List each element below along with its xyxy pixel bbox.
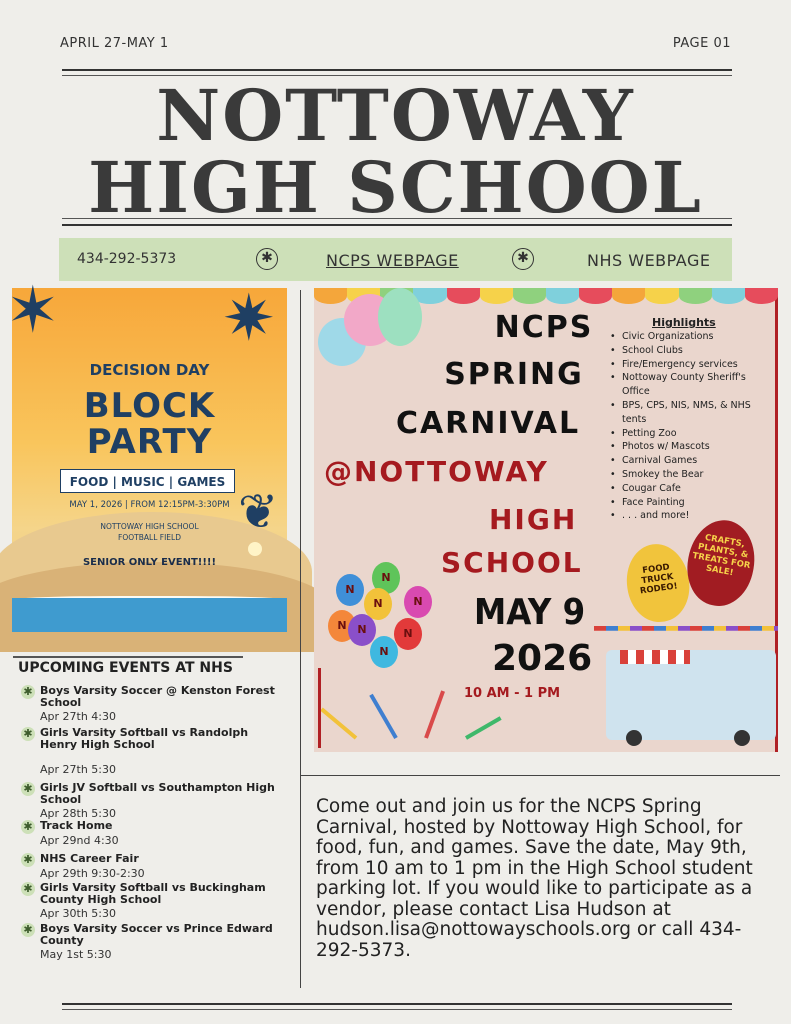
event-date: May 1st 5:30 [40,948,112,961]
contact-bar [59,238,732,281]
asterisk-bullet-icon: ✱ [21,782,35,796]
carnival-venue-1: @NOTTOWAY [324,455,549,488]
event-name: Boys Varsity Soccer @ Kenston Forest School [40,684,275,709]
highlight-item: • Smokey the Bear [610,468,770,482]
carnival-venue-2: HIGH [489,503,578,536]
sun-icon [248,542,262,556]
bottom-rule-thin [62,1009,732,1010]
asterisk-bullet-icon: ✱ [21,685,35,699]
highlights-title: Highlights [652,316,716,329]
asterisk-bullet-icon: ✱ [21,853,35,867]
carnival-poster [314,288,778,752]
asterisk-bullet-icon: ✱ [21,923,35,937]
event-date: Apr 29nd 4:30 [40,834,119,847]
firework-streak [424,690,445,738]
carnival-date-2: 2026 [492,638,593,679]
event-name: Track Home [40,819,113,832]
event-date: Apr 27th 5:30 [40,763,117,776]
highlight-item: • Petting Zoo [610,427,770,441]
asterisk-bullet-icon: ✱ [21,882,35,896]
carnival-venue-3: SCHOOL [441,546,583,579]
palm-leaf-icon: ❦ [238,484,279,540]
asterisk-bullet-icon: ✱ [21,727,35,741]
highlight-item: • School Clubs [610,344,770,358]
top-rule [62,69,732,71]
page-number: PAGE 01 [672,36,731,51]
upcoming-title: UPCOMING EVENTS AT NHS [18,660,233,676]
poster-where-1: NOTTOWAY HIGH SCHOOL [100,522,199,531]
carnival-title-3: CARNIVAL [395,406,581,441]
balloon-icon: N [372,562,400,594]
ncps-webpage-link[interactable]: NCPS WEBPAGE [326,251,459,270]
nhs-webpage-link[interactable]: NHS WEBPAGE [587,251,711,270]
firework-streak [320,708,357,740]
highlight-item: • Fire/Emergency services [610,358,770,372]
event-name: Girls Varsity Softball vs Randolph Henry High School [40,726,249,751]
food-truck-balloon: FOOD TRUCK RODEO! [622,540,694,626]
block-party-poster [6,274,287,632]
poster-title-2: PARTY [86,422,213,462]
poster-tagline: FOOD | MUSIC | GAMES [60,469,235,493]
poster-note: SENIOR ONLY EVENT!!!! [82,557,217,568]
event-name: Girls JV Softball vs Southampton High School [40,781,275,806]
bottom-rule [62,1003,732,1005]
highlight-item: • . . . and more! [610,509,770,523]
highlight-item: • Civic Organizations [610,330,770,344]
poster-where-2: FOOTBALL FIELD [118,533,181,542]
balloon-icon: N [394,618,422,650]
asterisk-circle-icon: ✱ [512,248,534,270]
balloon-icon: N [336,574,364,606]
masthead-line-1: NOTTOWAY [156,74,635,157]
event-name: NHS Career Fair [40,852,139,865]
highlights-list [610,330,770,523]
asterisk-bullet-icon: ✱ [21,820,35,834]
highlight-item: • Carnival Games [610,454,770,468]
balloon-icon: N [404,586,432,618]
balloon-icon: N [364,588,392,620]
truck-wheel [734,730,750,746]
masthead-line-2: HIGH SCHOOL [88,146,703,229]
firework-streak [465,716,502,739]
carnival-title-1: NCPS [494,310,594,345]
firework-streak [369,694,397,739]
balloon-icon: N [370,636,398,668]
poster-title-1: BLOCK [83,386,216,426]
crafts-balloon: CRAFTS, PLANTS, & TREATS FOR SALE! [681,515,761,611]
highlight-item: • Nottoway County Sheriff's Office [610,371,770,399]
carnival-article: Come out and join us for the NCPS Spring Carnival, hosted by Nottoway High School, for food, fun, and games. Save the date, May 9th, from 10 am to 1 pm in the High School student parking lot. If you would like to participate as a vendor, please contact Lisa Hudson at hudson.lisa@nottowayschools.org or call 434-292-5373. [316,796,753,961]
event-date: Apr 29th 9:30-2:30 [40,867,145,880]
highlight-item: • BPS, CPS, NIS, NMS, & NHS tents [610,399,770,427]
event-date: Apr 28th 5:30 [40,807,117,820]
upcoming-rule [13,656,243,658]
contact-phone: 434-292-5373 [77,251,177,267]
truck-awning [620,650,690,664]
balloon-icon: N [348,614,376,646]
highlight-item: • Photos w/ Mascots [610,440,770,454]
poster-side-stripe [318,668,321,748]
issue-date: APRIL 27-MAY 1 [60,36,169,51]
highlight-item: • Face Painting [610,496,770,510]
event-name: Boys Varsity Soccer vs Prince Edward County [40,922,273,947]
balloon-icon: N [328,610,356,642]
pennant-string [594,626,778,638]
highlight-item: • Cougar Cafe [610,482,770,496]
column-divider [300,290,301,988]
truck-wheel [626,730,642,746]
poster-when: MAY 1, 2026 | FROM 12:15PM-3:30PM [69,500,230,510]
carnival-date-1: MAY 9 [474,592,586,633]
event-name: Girls Varsity Softball vs Buckingham County High School [40,881,266,906]
carnival-time: 10 AM - 1 PM [464,686,561,701]
palm-leaf-icon: ✷ [222,282,276,356]
event-date: Apr 27th 4:30 [40,710,117,723]
poster-kicker: DECISION DAY [89,361,210,379]
masthead-rule-thin [62,218,732,219]
palm-leaf-icon: ✶ [6,274,60,348]
cotton-candy-icon [378,288,422,346]
asterisk-circle-icon: ✱ [256,248,278,270]
poster-sea [12,598,287,632]
section-divider [300,775,780,776]
masthead-rule [62,224,732,226]
event-date: Apr 30th 5:30 [40,907,117,920]
carnival-title-2: SPRING [444,357,584,392]
